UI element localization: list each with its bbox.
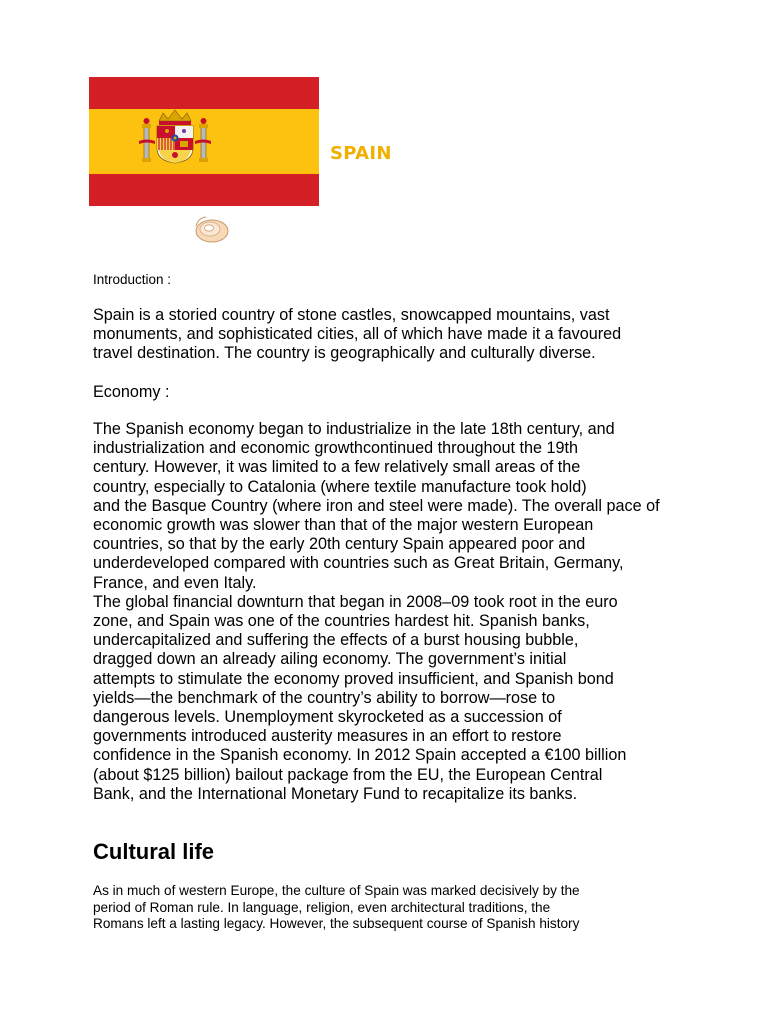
text-line: The global financial downturn that began in 2008–09 took root in the euro xyxy=(93,592,618,611)
text-line: undercapitalized and suffering the effects of a burst housing bubble, xyxy=(93,631,579,650)
economy-label: Economy : xyxy=(93,383,170,401)
text-line: country, especially to Catalonia (where textile manufacture took hold) xyxy=(93,477,587,496)
text-line: travel destination. The country is geographically and culturally diverse. xyxy=(93,344,596,363)
text-line: zone, and Spain was one of the countries hardest hit. Spanish banks, xyxy=(93,612,590,631)
text-line: dangerous levels. Unemployment skyrocketed as a succession of xyxy=(93,708,562,727)
text-line: France, and even Italy. xyxy=(93,573,257,592)
text-line: The Spanish economy began to industrialize in the late 18th century, and xyxy=(93,420,615,438)
text-line: Spain is a storied country of stone castles, snowcapped mountains, vast xyxy=(93,306,610,324)
text-line: Romans left a lasting legacy. However, the subsequent course of Spanish history xyxy=(93,916,580,931)
text-line: underdeveloped compared with countries such as Great Britain, Germany, xyxy=(93,554,624,573)
text-line: and the Basque Country (where iron and steel were made). The overall pace of xyxy=(93,496,660,515)
text-line: Bank, and the International Monetary Fund to recapitalize its banks. xyxy=(93,784,578,803)
text-line: monuments, and sophisticated cities, all of which have made it a favoured xyxy=(93,325,622,344)
text-line: governments introduced austerity measures in an effort to restore xyxy=(93,727,562,746)
text-line: dragged down an already ailing economy. The government’s initial xyxy=(93,650,567,669)
text-line: industrialization and economic growthcontinued throughout the 19th xyxy=(93,439,579,458)
introduction-label: Introduction : xyxy=(93,272,172,287)
text-line: period of Roman rule. In language, religion, even architectural traditions, the xyxy=(93,899,551,915)
country-title: SPAIN xyxy=(330,143,392,164)
text-line: countries, so that by the early 20th century Spain appeared poor and xyxy=(93,535,586,554)
section-heading-cultural-life: Cultural life xyxy=(93,839,215,864)
economy-paragraph-1 xyxy=(93,420,693,804)
text-line: economic growth was slower than that of the major western European xyxy=(93,516,594,535)
text-line: As in much of western Europe, the culture of Spain was marked decisively by the xyxy=(93,883,580,898)
cultural-life-paragraph xyxy=(93,883,693,933)
text-line: century. However, it was limited to a few relatively small areas of the xyxy=(93,458,581,477)
text-line: attempts to stimulate the economy proved insufficient, and Spanish bond xyxy=(93,669,614,688)
text-line: confidence in the Spanish economy. In 2012 Spain accepted a €100 billion xyxy=(93,746,627,765)
text-line: yields—the benchmark of the country’s ability to borrow—rose to xyxy=(93,688,556,707)
spain-flag xyxy=(89,77,319,206)
text-line: (about $125 billion) bailout package from the EU, the European Central xyxy=(93,765,603,784)
shell-cursor-icon xyxy=(192,214,230,244)
introduction-paragraph xyxy=(93,306,693,364)
